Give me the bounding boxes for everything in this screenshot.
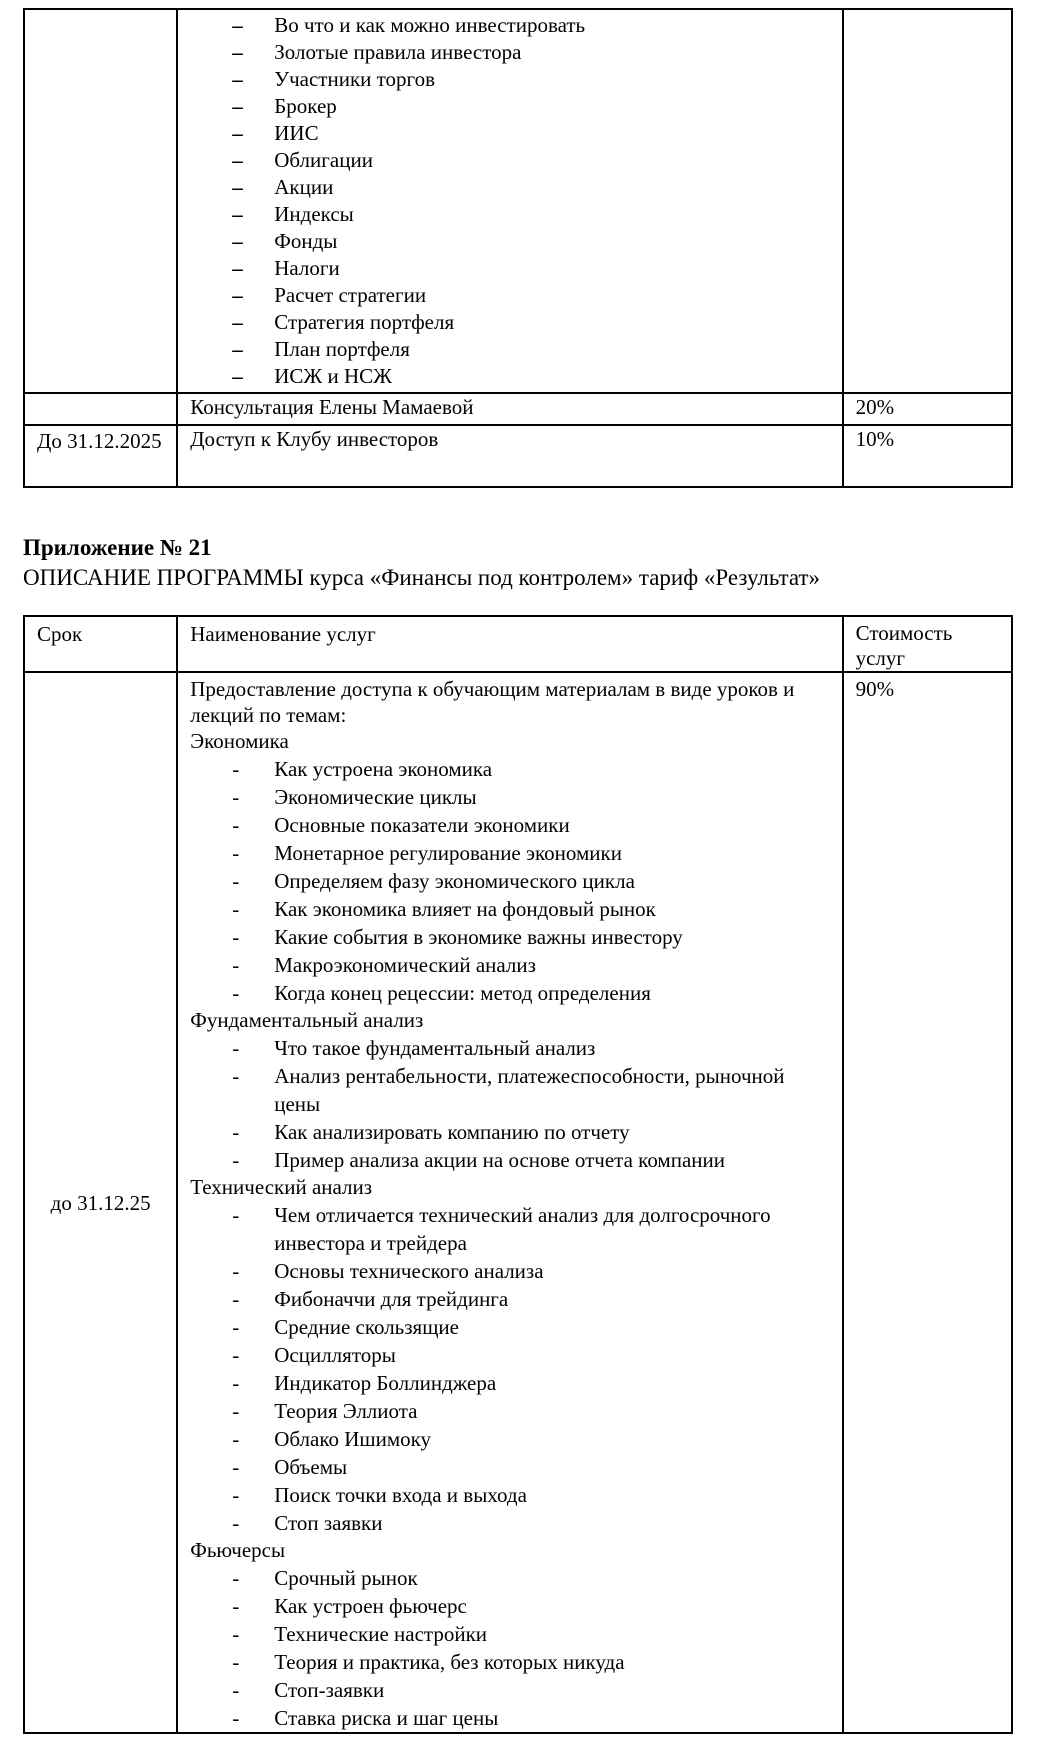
section-title: Фьючерсы	[190, 1538, 286, 1562]
list-item-label: Когда конец рецессии: метод определения	[274, 981, 651, 1005]
dash-bullet-icon: –	[232, 94, 243, 118]
list-item	[190, 1453, 829, 1481]
list-item-label: План портфеля	[274, 337, 410, 361]
previous-program-table	[23, 8, 1013, 488]
cost-cell	[843, 9, 1012, 393]
term-cell	[24, 9, 177, 393]
list-item-label: Основные показатели экономики	[274, 813, 570, 837]
list-item-label: Какие события в экономике важны инвестору	[274, 925, 683, 949]
dash-bullet-icon: –	[232, 364, 243, 388]
dash-bullet-icon: –	[232, 13, 243, 37]
list-item-label: Облигации	[274, 148, 373, 172]
list-item-label: Во что и как можно инвестировать	[274, 13, 586, 37]
list-item	[190, 66, 829, 93]
list-item-label: Стратегия портфеля	[274, 310, 455, 334]
list-item-label: ИСЖ и НСЖ	[274, 364, 392, 388]
list-item-label: Как устроен фьючерс	[274, 1594, 467, 1618]
dash-bullet-icon: -	[232, 841, 240, 865]
list-item	[190, 174, 829, 201]
list-item-label: Срочный рынок	[274, 1566, 418, 1590]
dash-bullet-icon: -	[232, 1566, 240, 1590]
list-item-label: Чем отличается технический анализ для долгосрочного инвестора и трейдера	[274, 1203, 771, 1255]
dash-bullet-icon: –	[232, 310, 243, 334]
list-item-label: Монетарное регулирование экономики	[274, 841, 622, 865]
dash-bullet-icon: -	[232, 1678, 240, 1702]
list-item	[190, 1062, 829, 1118]
list-item-label: Поиск точки входа и выхода	[274, 1483, 527, 1507]
list-item-label: Брокер	[274, 94, 337, 118]
table-row	[24, 672, 1012, 1733]
dash-bullet-icon: -	[232, 1427, 240, 1451]
list-item	[190, 336, 829, 363]
list-item-label: Средние скользящие	[274, 1315, 459, 1339]
section-title: Технический анализ	[190, 1175, 373, 1199]
list-item-label: Экономические циклы	[274, 785, 477, 809]
service-cell: Доступ к Клубу инвесторов	[177, 425, 842, 487]
list-item	[190, 1397, 829, 1425]
section-title: Экономика	[190, 729, 289, 753]
dash-bullet-icon: -	[232, 1287, 240, 1311]
list-item-label: Облако Ишимоку	[274, 1427, 432, 1451]
dash-bullet-icon: -	[232, 1650, 240, 1674]
list-item	[190, 1369, 829, 1397]
list-item	[190, 282, 829, 309]
list-item-label: Макроэкономический анализ	[274, 953, 536, 977]
dash-bullet-icon: -	[232, 1622, 240, 1646]
list-item	[190, 1034, 829, 1062]
list-item-label: Участники торгов	[274, 67, 436, 91]
list-item	[190, 1341, 829, 1369]
term-cell: До 31.12.2025	[24, 425, 177, 487]
list-item-label: Стоп заявки	[274, 1511, 383, 1535]
list-item	[190, 1313, 829, 1341]
list-item	[190, 147, 829, 174]
topic-list	[190, 12, 829, 390]
list-item	[190, 363, 829, 390]
list-item	[190, 1146, 829, 1174]
list-item-label: Технические настройки	[274, 1622, 488, 1646]
list-item	[190, 1285, 829, 1313]
list-item-label: Расчет стратегии	[274, 283, 427, 307]
list-item	[190, 1592, 829, 1620]
dash-bullet-icon: -	[232, 1315, 240, 1339]
list-item-label: Как экономика влияет на фондовый рынок	[274, 897, 656, 921]
list-item-label: Пример анализа акции на основе отчета компании	[274, 1148, 725, 1172]
list-item-label: Налоги	[274, 256, 340, 280]
dash-bullet-icon: –	[232, 229, 243, 253]
topic-sections	[190, 728, 829, 1732]
dash-bullet-icon: -	[232, 1036, 240, 1060]
dash-bullet-icon: –	[232, 121, 243, 145]
list-item	[190, 1676, 829, 1704]
list-item-label: Теория и практика, без которых никуда	[274, 1650, 625, 1674]
dash-bullet-icon: –	[232, 148, 243, 172]
list-item	[190, 93, 829, 120]
list-item	[190, 39, 829, 66]
list-item	[190, 867, 829, 895]
dash-bullet-icon: -	[232, 953, 240, 977]
term-cell: до 31.12.25	[24, 672, 177, 1733]
dash-bullet-icon: -	[232, 1064, 240, 1088]
dash-bullet-icon: -	[232, 1594, 240, 1618]
list-item-label: Осцилляторы	[274, 1343, 396, 1367]
list-item	[190, 1257, 829, 1285]
list-item-label: Основы технического анализа	[274, 1259, 544, 1283]
list-item	[190, 979, 829, 1007]
list-item-label: Стоп-заявки	[274, 1678, 385, 1702]
list-item-label: Объемы	[274, 1455, 348, 1479]
list-item	[190, 839, 829, 867]
list-item	[190, 895, 829, 923]
list-item-label: Теория Эллиота	[274, 1399, 418, 1423]
list-item	[190, 951, 829, 979]
dash-bullet-icon: -	[232, 925, 240, 949]
dash-bullet-icon: –	[232, 283, 243, 307]
list-item	[190, 309, 829, 336]
list-item	[190, 255, 829, 282]
list-item	[190, 755, 829, 783]
list-item-label: Как анализировать компанию по отчету	[274, 1120, 630, 1144]
dash-bullet-icon: -	[232, 1706, 240, 1730]
dash-bullet-icon: –	[232, 67, 243, 91]
table-row	[24, 393, 1012, 425]
header-term: Срок	[24, 616, 177, 672]
list-item	[190, 1481, 829, 1509]
dash-bullet-icon: -	[232, 1120, 240, 1144]
term-cell	[24, 393, 177, 425]
list-item	[190, 1425, 829, 1453]
intro-text: Предоставление доступа к обучающим материалам в виде уроков и лекций по темам:	[190, 677, 795, 727]
dash-bullet-icon: -	[232, 897, 240, 921]
appendix-heading	[23, 533, 1013, 593]
list-item-label: Анализ рентабельности, платежеспособности, рыночной цены	[274, 1064, 785, 1116]
list-item	[190, 120, 829, 147]
dash-bullet-icon: -	[232, 1483, 240, 1507]
dash-bullet-icon: -	[232, 869, 240, 893]
dash-bullet-icon: -	[232, 1203, 240, 1227]
list-item-label: Индексы	[274, 202, 354, 226]
header-cost: Стоимость услуг	[843, 616, 1012, 672]
list-item-label: Золотые правила инвестора	[274, 40, 522, 64]
list-item-label: Индикатор Боллинджера	[274, 1371, 497, 1395]
program-title: ОПИСАНИЕ ПРОГРАММЫ курса «Финансы под контролем» тариф «Результат»	[23, 565, 821, 590]
dash-bullet-icon: -	[232, 785, 240, 809]
list-item-label: Как устроена экономика	[274, 757, 493, 781]
dash-bullet-icon: -	[232, 1399, 240, 1423]
list-item	[190, 1620, 829, 1648]
list-item-label: Фонды	[274, 229, 338, 253]
cost-cell: 90%	[843, 672, 1012, 1733]
dash-bullet-icon: -	[232, 757, 240, 781]
list-item-label: ИИС	[274, 121, 319, 145]
cost-cell: 10%	[843, 425, 1012, 487]
list-item-label: Фибоначчи для трейдинга	[274, 1287, 509, 1311]
dash-bullet-icon: –	[232, 256, 243, 280]
service-cell	[177, 9, 842, 393]
service-cell: Консультация Елены Мамаевой	[177, 393, 842, 425]
list-item-label: Что такое фундаментальный анализ	[274, 1036, 596, 1060]
dash-bullet-icon: -	[232, 1148, 240, 1172]
list-item-label: Акции	[274, 175, 334, 199]
list-item	[190, 228, 829, 255]
section-title: Фундаментальный анализ	[190, 1008, 424, 1032]
list-item-label: Ставка риска и шаг цены	[274, 1706, 499, 1730]
appendix-title: Приложение № 21	[23, 535, 212, 560]
list-item	[190, 1648, 829, 1676]
list-item	[190, 1704, 829, 1732]
program-table	[23, 615, 1013, 1734]
dash-bullet-icon: –	[232, 40, 243, 64]
list-item	[190, 1564, 829, 1592]
dash-bullet-icon: -	[232, 1371, 240, 1395]
table-row	[24, 9, 1012, 393]
cost-cell: 20%	[843, 393, 1012, 425]
list-item	[190, 783, 829, 811]
header-row	[24, 616, 1012, 672]
dash-bullet-icon: –	[232, 337, 243, 361]
dash-bullet-icon: -	[232, 1511, 240, 1535]
list-item	[190, 12, 829, 39]
list-item	[190, 811, 829, 839]
dash-bullet-icon: -	[232, 1259, 240, 1283]
service-cell	[177, 672, 842, 1733]
dash-bullet-icon: -	[232, 1343, 240, 1367]
dash-bullet-icon: -	[232, 981, 240, 1005]
list-item	[190, 923, 829, 951]
dash-bullet-icon: -	[232, 1455, 240, 1479]
list-item	[190, 1201, 829, 1257]
dash-bullet-icon: -	[232, 813, 240, 837]
dash-bullet-icon: –	[232, 202, 243, 226]
list-item-label: Определяем фазу экономического цикла	[274, 869, 635, 893]
dash-bullet-icon: –	[232, 175, 243, 199]
list-item	[190, 1118, 829, 1146]
list-item	[190, 1509, 829, 1537]
table-row	[24, 425, 1012, 487]
header-service: Наименование услуг	[177, 616, 842, 672]
list-item	[190, 201, 829, 228]
